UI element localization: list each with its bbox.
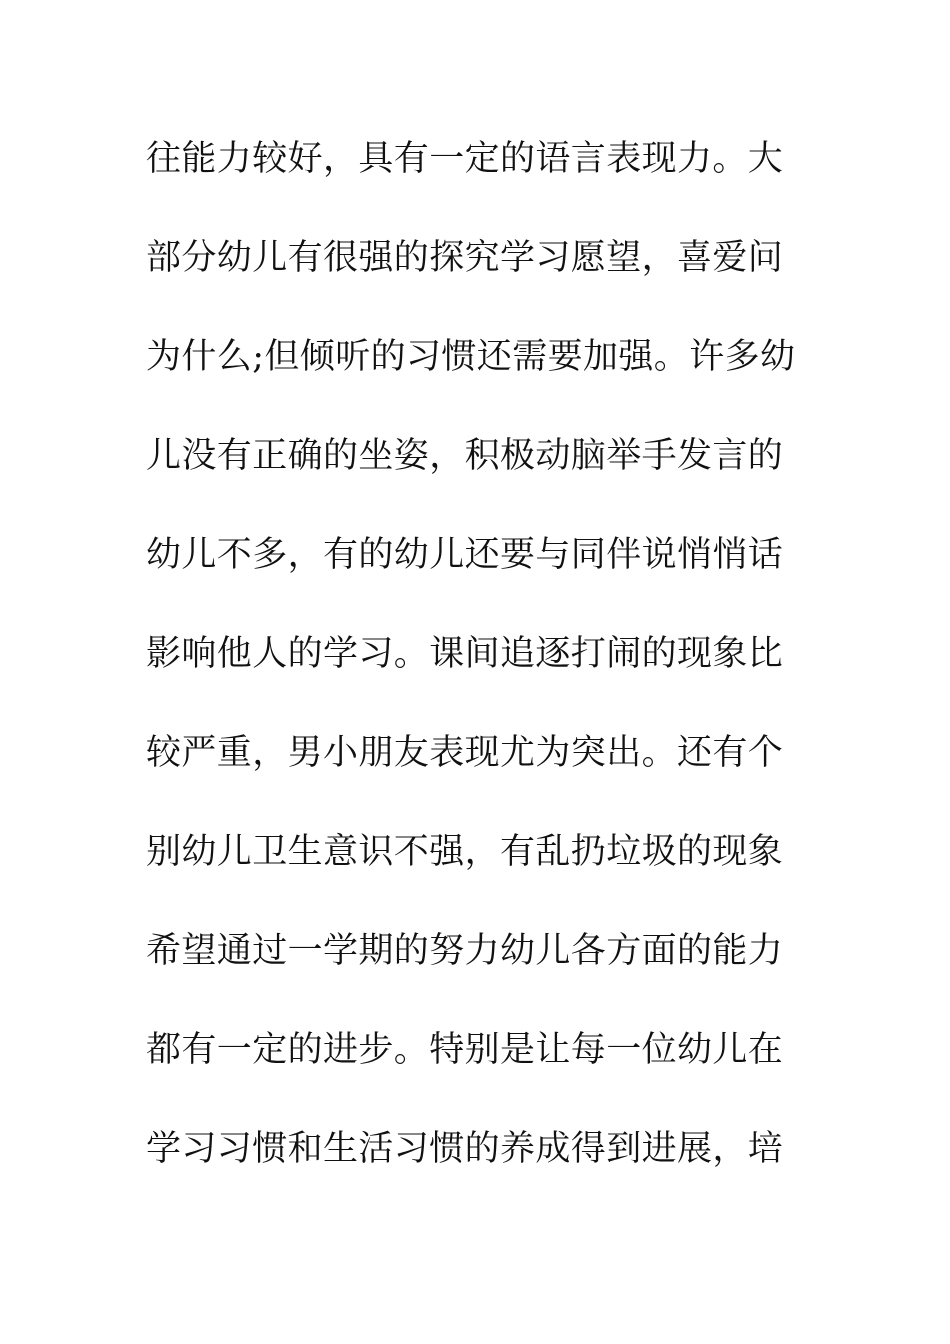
text-line-3: 为什么;但倾听的习惯还需要加强。许多幼 [146,337,796,377]
text-line-4: 儿没有正确的坐姿，积极动脑举手发言的 [146,436,784,476]
text-line-5: 幼儿不多，有的幼儿还要与同伴说悄悄话 [146,535,784,575]
text-line-8: 别幼儿卫生意识不强，有乱扔垃圾的现象 [146,832,784,872]
body-text [146,127,816,1216]
text-line-9: 希望通过一学期的努力幼儿各方面的能力 [146,931,784,971]
text-line-7: 较严重，男小朋友表现尤为突出。还有个 [146,733,784,773]
text-line-2: 部分幼儿有很强的探究学习愿望，喜爱问 [146,238,784,278]
text-line-1: 往能力较好，具有一定的语言表现力。大 [146,139,784,179]
text-line-11: 学习习惯和生活习惯的养成得到进展，培 [146,1129,784,1169]
text-line-6: 影响他人的学习。课间追逐打闹的现象比 [146,634,784,674]
text-line-10: 都有一定的进步。特别是让每一位幼儿在 [146,1030,784,1070]
